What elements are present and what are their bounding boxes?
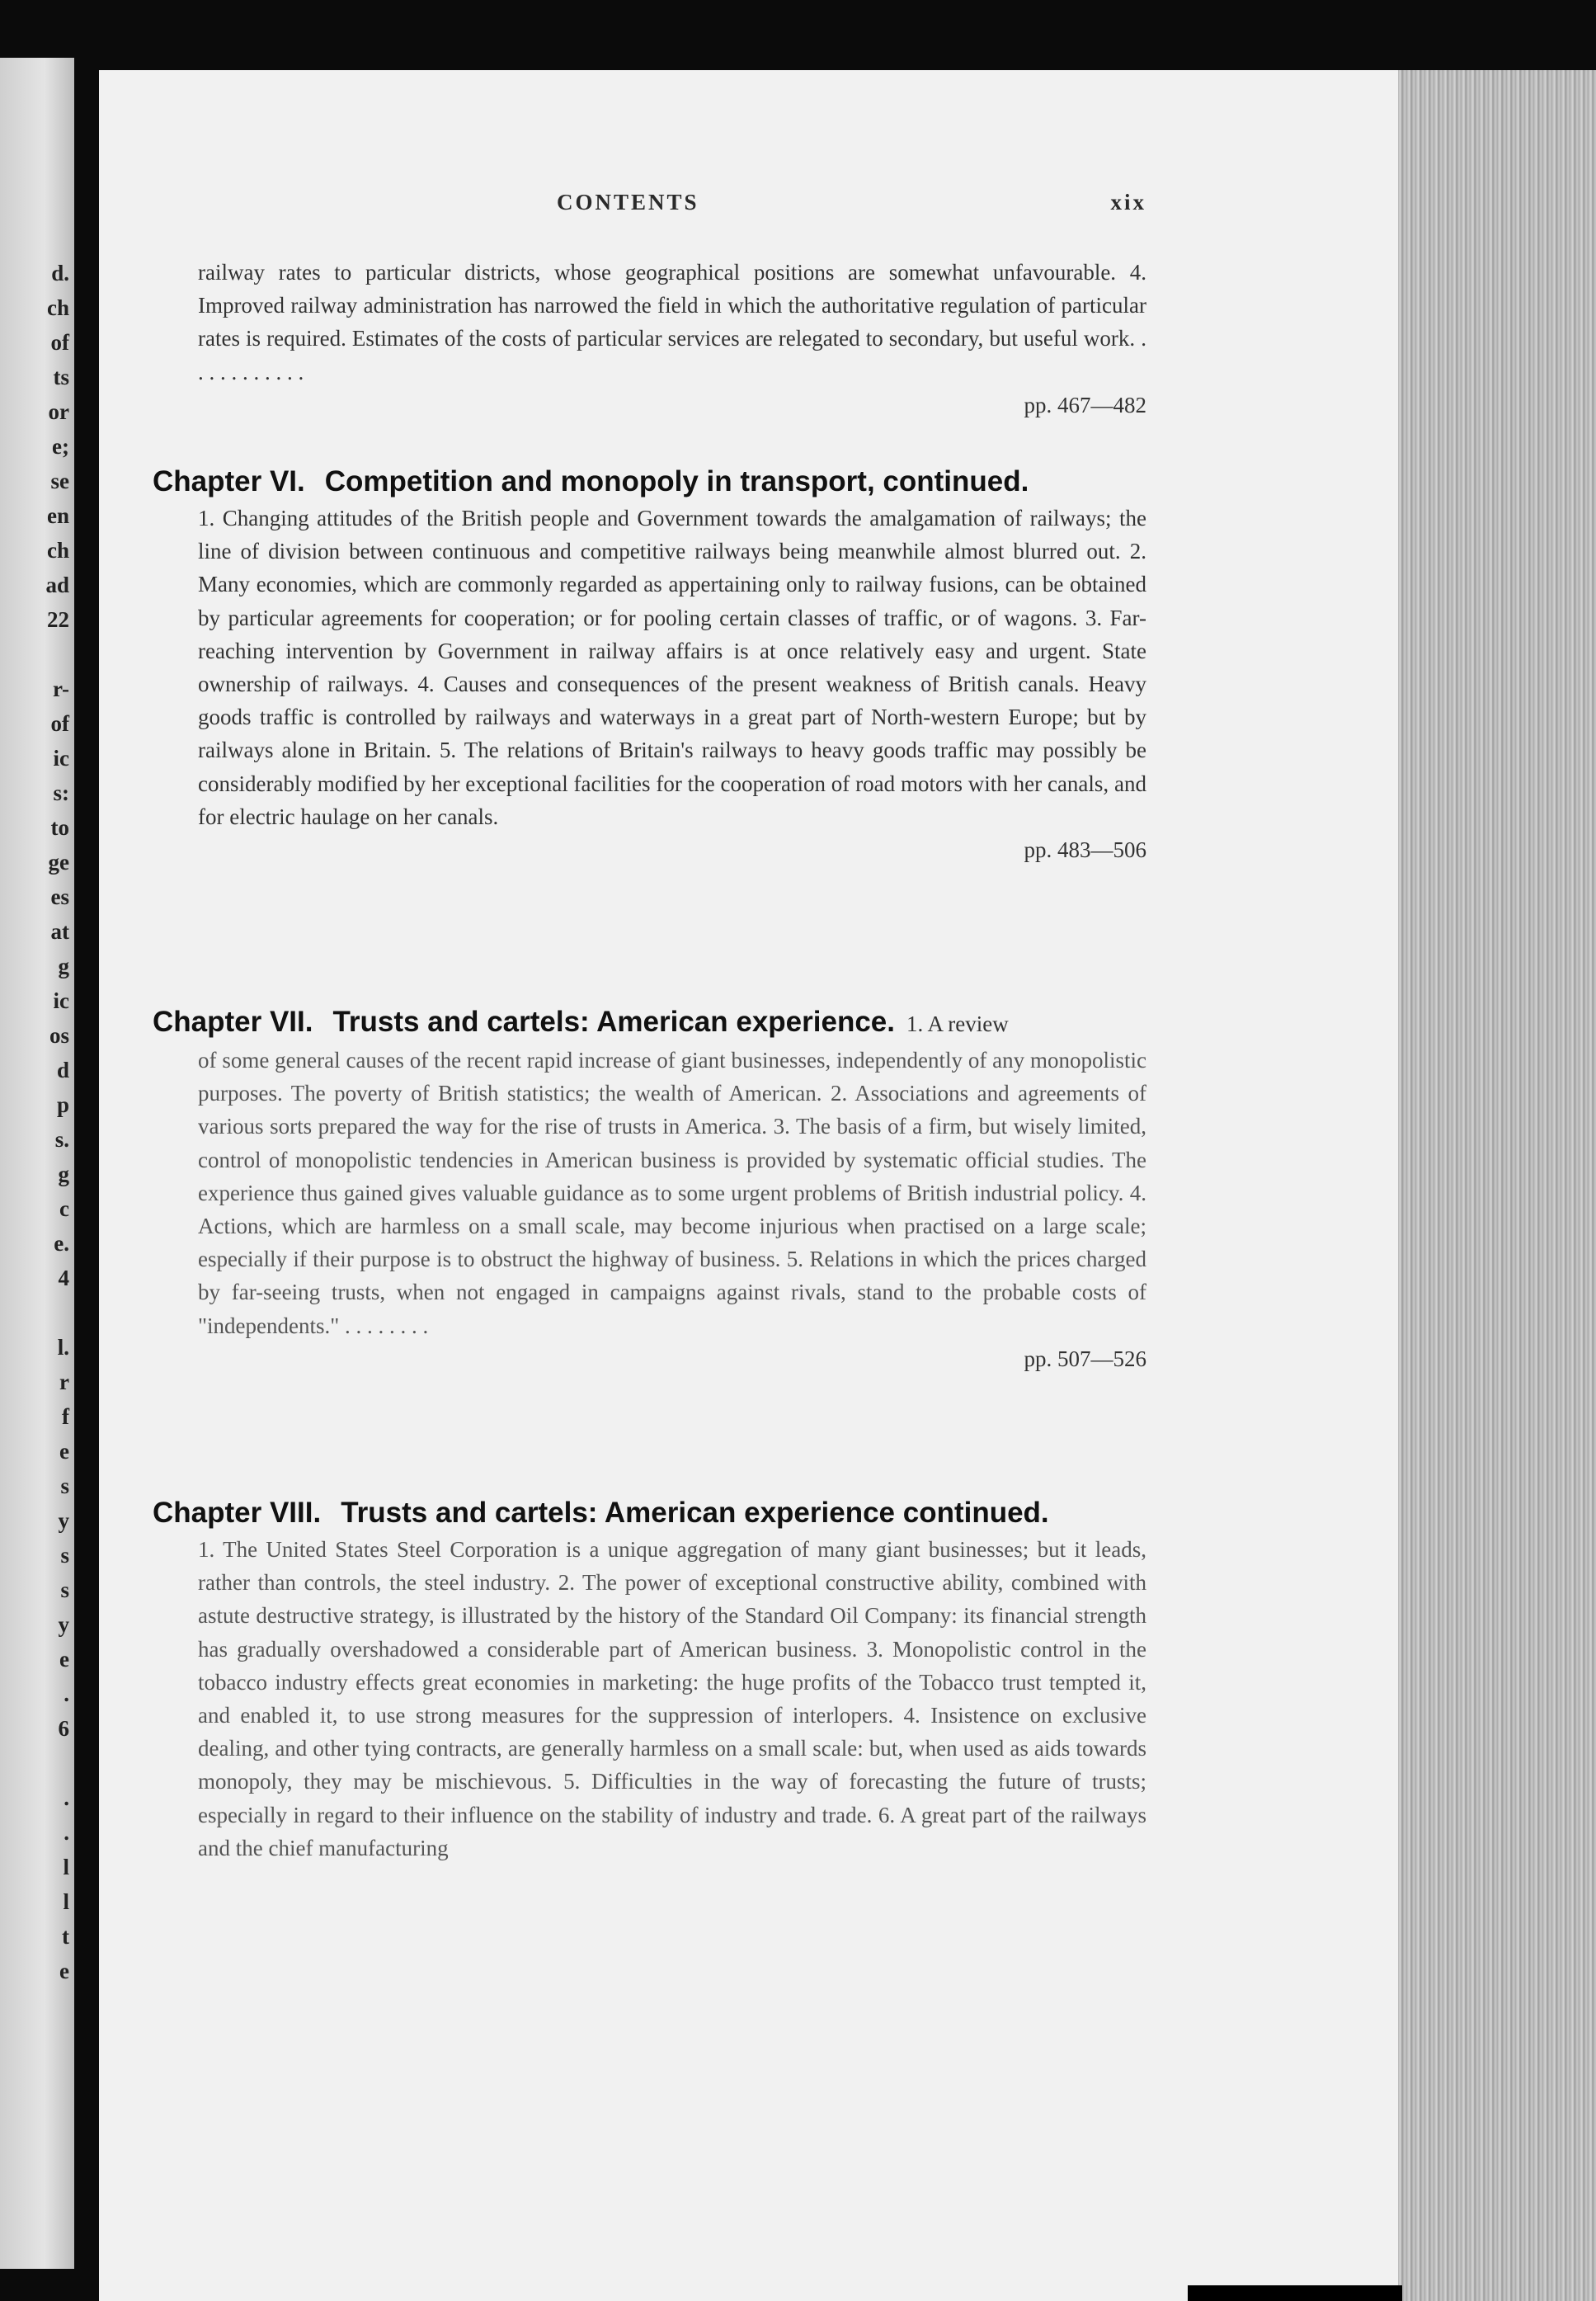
chapter-vii-heading: [153, 1002, 1146, 1044]
intro-page-range: pp. 467—482: [1024, 392, 1146, 417]
margin-fragment: s: [60, 1577, 69, 1602]
margin-fragment: ic: [53, 746, 69, 771]
margin-fragment: .: [64, 1681, 69, 1706]
chapter-vii-entry: [153, 1002, 1146, 1375]
margin-fragment: .: [64, 1820, 69, 1845]
margin-fragment: y: [58, 1508, 69, 1533]
margin-fragment: g: [58, 1162, 69, 1186]
margin-fragment: ts: [53, 365, 69, 389]
margin-fragment: s: [60, 1473, 69, 1498]
chapter-viii-heading: [153, 1493, 1146, 1533]
margin-fragment: ge: [48, 850, 69, 875]
chapter-viii-label: Chapter VIII.: [153, 1497, 322, 1529]
chapter-viii-title: Trusts and cartels: American experience continued.: [341, 1497, 1049, 1529]
intro-paragraph: [198, 256, 1146, 422]
margin-fragment: 4: [58, 1266, 69, 1290]
margin-fragment: s: [60, 1543, 69, 1568]
page-stack-edge: [1398, 70, 1596, 2301]
margin-fragment: [3, 1746, 69, 1780]
margin-fragment: d.: [51, 261, 69, 285]
margin-fragment: l: [63, 1855, 69, 1879]
chapter-vii-summary: of some general causes of the recent rapid increase of giant businesses, independently of any monopolistic purposes. The poverty of British statistics; the wealth of American. 2. Associations and agreements of various sorts prepared the way for the rise of trusts in America. 3. The basis of a firm, but wisely limited, control of monopolistic tendencies in American business is provided by systematic official studies. The experience thus gained gives valuable guidance as to some urgent problems of British industrial policy. 4. Actions, which are harmless on a small scale, may become injurious when practised on a large scale; especially if their purpose is to obstruct the highway of business. 5. Relations in which the prices charged by far-seeing trusts, when not engaged in campaigns against rivals, stand to the probable costs of "independents." . . . . . . . .: [198, 1048, 1146, 1338]
margin-fragment: l: [63, 1889, 69, 1914]
margin-fragment: r: [59, 1370, 69, 1394]
chapter-viii-entry: [153, 1493, 1146, 1865]
margin-fragment: f: [62, 1404, 69, 1429]
margin-fragment: s.: [54, 1127, 69, 1152]
margin-fragment: en: [47, 503, 69, 528]
margin-fragment: p: [56, 1092, 69, 1117]
margin-fragment: ch: [47, 295, 69, 320]
chapter-vi-heading: [153, 462, 1146, 502]
margin-fragment: se: [50, 469, 69, 493]
scan-shadow: [1188, 2285, 1402, 2301]
running-header: [165, 190, 1146, 223]
margin-fragment: .: [64, 1785, 69, 1810]
margin-fragment: to: [50, 815, 69, 840]
chapter-vi-summary: 1. Changing attitudes of the British people and Government towards the amalgamation of railways; the line of division between continuous and competitive railways being meanwhile almost blurred out. 2. Many economies, which are commonly regarded as appertaining only to railway fusions, can be obtained by particular agreements for cooperation; or for pooling certain classes of traffic, or of wagons. 3. Far-reaching intervention by Government in railway affairs is at once relatively easy and urgent. State ownership of railways. 4. Causes and consequences of the present weakness of British canals. Heavy goods traffic is controlled by railways and waterways in a great part of North-western Europe; but by railways alone in Britain. 5. The relations of Britain's railways to heavy goods traffic may possibly be considerably modified by her exceptional facilities for the cooperation of road motors with her canals, and for electric haulage on her canals.: [198, 506, 1146, 829]
margin-fragment: e: [59, 1647, 69, 1672]
margin-fragment: 6: [58, 1716, 69, 1741]
margin-fragment: of: [50, 330, 69, 355]
running-title: CONTENTS: [557, 190, 699, 215]
margin-fragment: es: [50, 884, 69, 909]
margin-fragment: r-: [53, 677, 69, 701]
margin-fragment: c: [59, 1196, 69, 1221]
chapter-vi-page-range: pp. 483—506: [1024, 837, 1146, 863]
facing-page-edge: [0, 58, 74, 2269]
facing-page-text-fragments: [3, 256, 69, 1988]
margin-fragment: e;: [52, 434, 69, 459]
margin-fragment: l.: [57, 1335, 69, 1360]
margin-fragment: ic: [53, 988, 69, 1013]
chapter-vii-title: Trusts and cartels: American experience.: [332, 1006, 895, 1038]
margin-fragment: os: [49, 1023, 69, 1048]
margin-fragment: of: [50, 711, 69, 736]
margin-fragment: d: [56, 1058, 69, 1082]
margin-fragment: [3, 637, 69, 672]
margin-fragment: e: [59, 1959, 69, 1983]
chapter-vi-title: Competition and monopoly in transport, continued.: [324, 465, 1029, 497]
margin-fragment: g: [58, 954, 69, 978]
margin-fragment: or: [48, 399, 69, 424]
chapter-vii-label: Chapter VII.: [153, 1006, 313, 1038]
margin-fragment: ch: [47, 538, 69, 563]
margin-fragment: ad: [45, 573, 69, 597]
margin-fragment: [3, 1295, 69, 1330]
margin-fragment: s:: [53, 780, 69, 805]
page-number: xix: [1110, 190, 1146, 215]
margin-fragment: 22: [47, 607, 69, 632]
chapter-vii-lead: 1. A review: [906, 1011, 1009, 1036]
chapter-vi-label: Chapter VI.: [153, 465, 305, 497]
intro-text: railway rates to particular districts, whose geographical positions are somewhat unfavourable. 4. Improved railway administration has narrowed the field in which the authoritative regulation of particular rates is required. Estimates of the costs of particular services are relegated to secondary, but useful work. . . . . . . . . . . .: [198, 260, 1146, 384]
margin-fragment: y: [58, 1612, 69, 1637]
margin-fragment: e.: [54, 1231, 69, 1256]
margin-fragment: e: [59, 1439, 69, 1464]
chapter-vii-page-range: pp. 507—526: [1024, 1346, 1146, 1371]
margin-fragment: at: [50, 919, 69, 944]
margin-fragment: t: [62, 1924, 69, 1949]
chapter-vi-entry: [153, 462, 1146, 866]
chapter-viii-summary: 1. The United States Steel Corporation is a unique aggregation of many giant businesses; but it leads, rather than controls, the steel industry. 2. The power of exceptional constructive ability, combined with astute destructive strategy, is illustrated by the history of the Standard Oil Company: its financial strength has gradually overshadowed a considerable part of American business. 3. Monopolistic control in the tobacco industry effects great economies in marketing: the huge profits of the Tobacco trust tempted it, and enabled it, to use strong measures for the suppression of interlopers. 4. Insistence on exclusive dealing, and other tying contracts, are generally harmless on a small scale: but, when used as aids towards monopoly, they may be mischievous. 5. Difficulties in the way of forecasting the future of trusts; especially in regard to their influence on the stability of industry and trade. 6. A great part of the railways and the chief manufacturing: [198, 1537, 1146, 1860]
